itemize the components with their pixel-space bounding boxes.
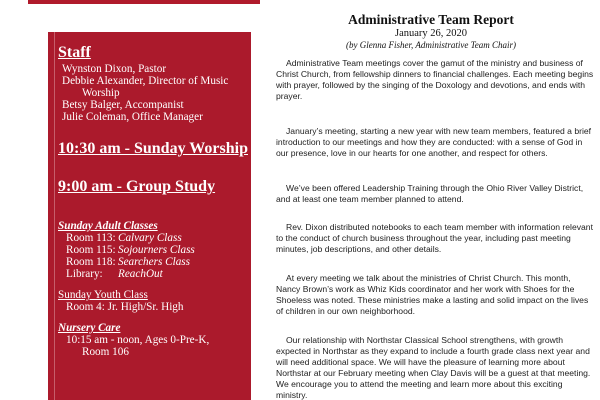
report-paragraph: At every meeting we talk about the ministries of Christ Church. This month, Nancy Brown’s work as Whiz Kids coordinator and her work with Shoes for the Shoeless was noted. These ministries make a lasting and solid impact on the lives of children in our own neighborhood. <box>276 273 589 316</box>
class-row <box>66 256 190 268</box>
report-paragraph: Our relationship with Northstar Classical School strengthens, with growth expected in Northstar as they expand to include a fourth grade class next year and will need additional space. We will have the pleasure of learning more about Northstar at our February meeting when Clay Davis will be a guest at that meeting. We encourage you to attend the meeting and learn more about this exciting ministry. <box>276 335 591 400</box>
study-time-heading: 9:00 am - Group Study <box>58 178 216 195</box>
staff-heading: Staff <box>58 44 91 61</box>
worship-time-heading: 10:30 am - Sunday Worship <box>58 140 248 157</box>
report-paragraph: We’ve been offered Leadership Training through the Ohio River Valley District, and at least one team member planned to attend. <box>276 183 584 204</box>
class-name: ReachOut <box>118 268 163 280</box>
staff-member-music-director-cont: Worship <box>82 87 120 99</box>
sidebar-panel <box>48 32 251 400</box>
class-row <box>66 244 195 256</box>
nursery-heading: Nursery Care <box>58 322 121 334</box>
report-column <box>276 0 594 400</box>
report-date: January 26, 2020 <box>394 28 468 39</box>
report-byline: (by Glenna Fisher, Administrative Team Chair) <box>346 40 516 50</box>
top-accent-band <box>28 0 260 4</box>
adult-classes-heading: Sunday Adult Classes <box>58 220 158 232</box>
staff-member-accompanist: Betsy Balger, Accompanist <box>62 99 184 111</box>
report-paragraph: Administrative Team meetings cover the gamut of the ministry and business of Christ Church, from fellowship dinners to financial challenges. Each meeting begins with prayer, followed by the singing of the Doxology and devotions, and ends with prayer. <box>276 58 594 101</box>
class-row <box>66 268 163 280</box>
class-row <box>66 232 182 244</box>
youth-class-heading: Sunday Youth Class <box>58 289 148 301</box>
class-name: Calvary Class <box>118 232 182 244</box>
nursery-room: Room 106 <box>82 346 129 358</box>
report-title: Administrative Team Report <box>348 12 514 27</box>
youth-class-room: Room 4: Jr. High/Sr. High <box>66 301 184 313</box>
report-paragraph: Rev. Dixon distributed notebooks to each team member with information relevant to the conduct of church business throughout the year, including past meeting minutes, job descriptions, and other details. <box>276 222 593 254</box>
sidebar-edge-line <box>54 32 55 400</box>
staff-member-office-manager: Julie Coleman, Office Manager <box>62 111 203 123</box>
report-paragraph: January’s meeting, starting a new year with new team members, featured a brief introduction to our meetings and how they are conducted: with a sense of God in our presence, love in our hearts for one another, and respect for others. <box>276 126 592 158</box>
class-room: Room 115: <box>66 244 116 256</box>
class-room: Room 118: <box>66 256 116 268</box>
class-room: Library: <box>66 268 103 280</box>
class-room: Room 113: <box>66 232 116 244</box>
class-name: Sojourners Class <box>118 244 195 256</box>
staff-member-music-director: Debbie Alexander, Director of Music <box>62 75 229 87</box>
staff-member-pastor: Wynston Dixon, Pastor <box>62 63 167 75</box>
class-name: Searchers Class <box>118 256 190 268</box>
nursery-hours: 10:15 am - noon, Ages 0-Pre-K, <box>66 334 210 346</box>
